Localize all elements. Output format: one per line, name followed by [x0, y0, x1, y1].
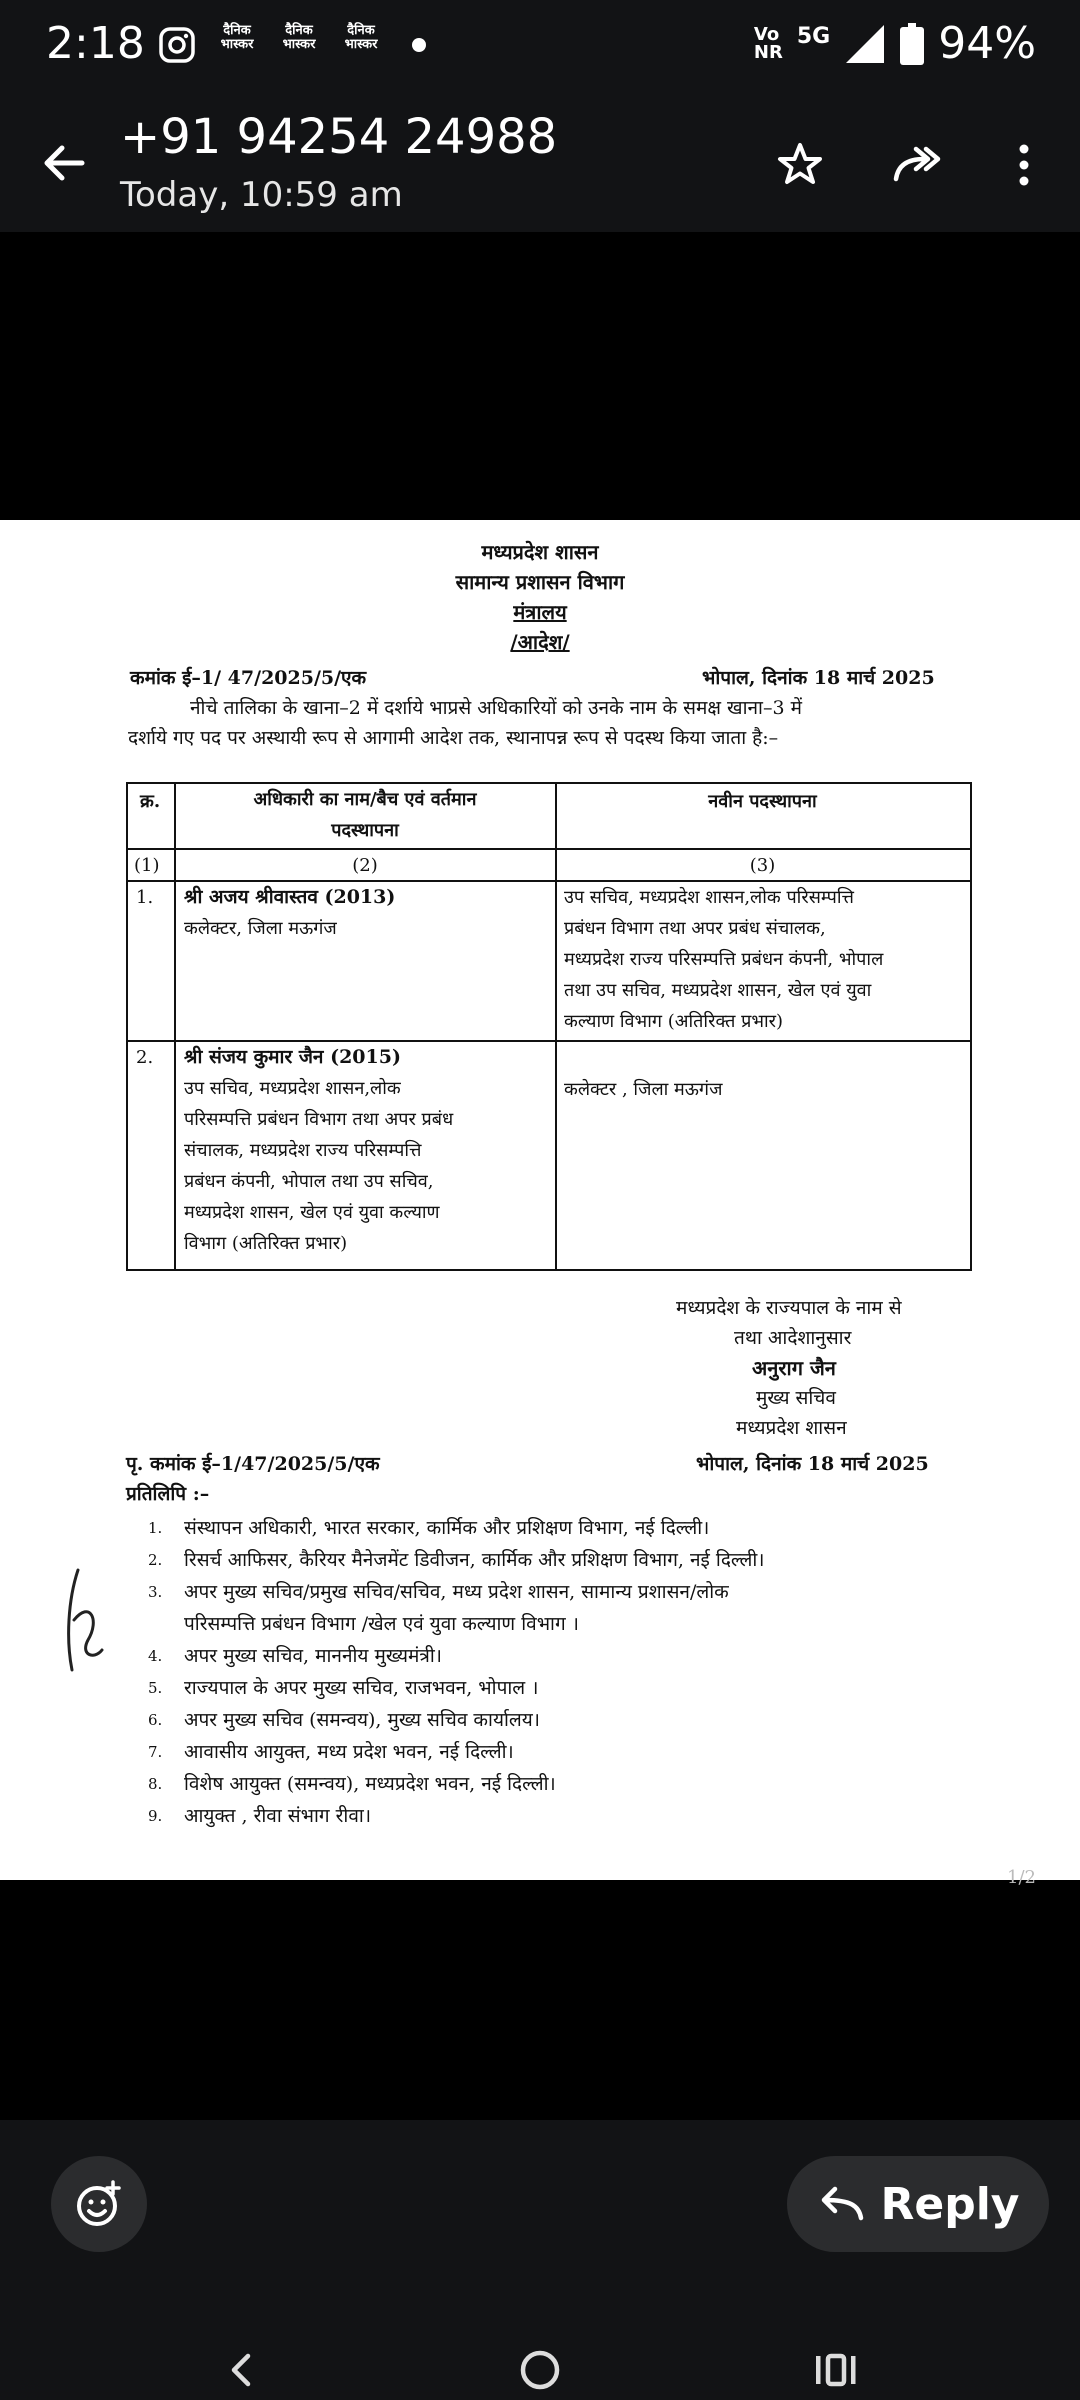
doc-header-govt: मध्यप्रदेश शासन	[481, 540, 599, 564]
col-header-serial: क्र.	[140, 791, 161, 812]
copy-recipient-number: 8.	[148, 1775, 163, 1793]
authority-line-2: तथा आदेशानुसार	[734, 1327, 852, 1349]
copy-recipient-item	[148, 1640, 968, 1672]
instagram-icon	[158, 26, 196, 64]
more-notifications-dot	[412, 38, 426, 52]
reply-icon	[817, 2184, 865, 2224]
order-para-line-1: नीचे तालिका के खाना–2 में दर्शाये भाप्रसे अधिकारियों को उनके नाम के समक्ष खाना–3 में	[190, 697, 802, 719]
message-timestamp: Today, 10:59 am	[120, 175, 403, 215]
handwritten-initials	[60, 1560, 110, 1680]
battery-icon	[900, 23, 924, 65]
star-icon[interactable]	[770, 135, 830, 195]
reply-label: Reply	[880, 2178, 1020, 2230]
copy-recipient-line: संस्थापन अधिकारी, भारत सरकार, कार्मिक और प्रशिक्षण विभाग, नई दिल्ली।	[184, 1517, 710, 1539]
copy-recipient-number: 3.	[148, 1583, 163, 1601]
row2-officer: श्री संजय कुमार जैन (2015) उप सचिव, मध्यप्रदेश शासन,लोक परिसम्पत्ति प्रबंधन विभाग तथा अपर प्रबंध संचालक, मध्यप्रदेश राज्य परिसम्पत्ति प्रबंधन कंपनी, भोपाल तथा उप सचिव, मध्यप्रदेश शासन, खेल एवं युवा कल्याण विभाग (अतिरिक्त प्रभार)	[184, 1046, 454, 1254]
row2-new-posting: कलेक्टर , जिला मऊगंज	[564, 1079, 723, 1100]
col-header-new-posting: नवीन पदस्थापना	[708, 791, 817, 812]
message-header	[0, 95, 1080, 232]
signal-icon	[844, 23, 886, 65]
copy-recipient-item	[148, 1800, 968, 1832]
system-status	[754, 18, 1036, 69]
col-header-officer: अधिकारी का नाम/बैच एवं वर्तमान पदस्थापना	[253, 789, 477, 841]
copy-recipient-number: 1.	[148, 1519, 163, 1537]
copy-recipient-item	[148, 1768, 968, 1800]
copy-recipient-text	[184, 1736, 514, 1768]
copy-recipient-text	[184, 1544, 764, 1576]
copy-recipient-item	[148, 1512, 968, 1544]
copy-recipient-line: परिसम्पत्ति प्रबंधन विभाग /खेल एवं युवा कल्याण विभाग ।	[184, 1613, 579, 1635]
copy-recipient-number: 4.	[148, 1647, 163, 1665]
contact-number: +91 94254 24988	[120, 109, 558, 165]
posting-table	[126, 782, 972, 1271]
copy-recipient-line: अपर मुख्य सचिव (समन्वय), मुख्य सचिव कार्यालय।	[184, 1709, 540, 1731]
copy-recipient-line: विशेष आयुक्त (समन्वय), मध्यप्रदेश भवन, नई दिल्ली।	[184, 1773, 556, 1795]
endorsement-number: पृ. कमांक ई–1/47/2025/5/एक	[126, 1453, 380, 1475]
back-arrow-icon[interactable]	[34, 133, 94, 193]
notification-icons	[158, 24, 426, 66]
copy-recipient-line: राज्यपाल के अपर मुख्य सचिव, राजभवन, भोपाल ।	[184, 1677, 539, 1699]
copy-recipient-number: 6.	[148, 1711, 163, 1729]
more-options-icon[interactable]	[1000, 135, 1060, 195]
copy-recipient-line: आयुक्त , रीवा संभाग रीवा।	[184, 1805, 372, 1827]
authority-line-1: मध्यप्रदेश के राज्यपाल के नाम से	[676, 1297, 902, 1319]
row1-serial: 1.	[136, 887, 154, 908]
nav-recents-icon[interactable]	[806, 2340, 866, 2400]
battery-percent: 94%	[938, 18, 1036, 69]
copy-recipient-item	[148, 1736, 968, 1768]
order-document[interactable]	[0, 520, 1080, 1888]
dainik-bhaskar-icon: दैनिक भास्कर	[220, 23, 254, 52]
signatory-title-2: मध्यप्रदेश शासन	[736, 1417, 847, 1439]
nav-home-icon[interactable]	[510, 2340, 570, 2400]
copy-recipient-number: 5.	[148, 1679, 163, 1697]
order-para-line-2: दर्शाये गए पद पर अस्थायी रूप से आगामी आदेश तक, स्थानापन्न रूप से पदस्थ किया जाता है:–	[128, 727, 779, 749]
copy-recipient-item	[148, 1576, 968, 1640]
col-number-3: (3)	[749, 855, 776, 876]
col-number-2: (2)	[352, 855, 378, 876]
react-emoji-button[interactable]	[51, 2156, 147, 2252]
copy-recipient-item	[148, 1672, 968, 1704]
copy-recipient-text	[184, 1768, 556, 1800]
reply-button[interactable]	[787, 2156, 1049, 2252]
dainik-bhaskar-icon: दैनिक भास्कर	[344, 23, 378, 52]
volte-indicator: Vo NR	[753, 23, 783, 63]
copy-recipients-list	[148, 1512, 968, 1832]
doc-header-dept: सामान्य प्रशासन विभाग	[455, 570, 625, 594]
copy-recipient-text	[184, 1800, 371, 1832]
copy-recipient-text	[184, 1672, 538, 1704]
doc-header-ministry: मंत्रालय	[513, 600, 567, 624]
nav-back-icon[interactable]	[212, 2340, 272, 2400]
status-bar	[0, 0, 1080, 95]
dainik-bhaskar-icon: दैनिक भास्कर	[282, 23, 316, 52]
copy-recipient-number: 2.	[148, 1551, 163, 1569]
row1-new-posting: उप सचिव, मध्यप्रदेश शासन,लोक परिसम्पत्ति प्रबंधन विभाग तथा अपर प्रबंध संचालक, मध्यप्रदेश राज्य परिसम्पत्ति प्रबंधन कंपनी, भोपाल तथा उप सचिव, मध्यप्रदेश शासन, खेल एवं युवा कल्याण विभाग (अतिरिक्त प्रभार)	[564, 887, 884, 1032]
order-place-date: भोपाल, दिनांक 18 मार्च 2025	[702, 667, 935, 689]
copy-recipient-number: 9.	[148, 1807, 163, 1825]
signatory-title-1: मुख्य सचिव	[756, 1387, 836, 1409]
copy-recipient-text	[184, 1704, 540, 1736]
copy-recipient-line: रिसर्च आफिसर, कैरियर मैनेजमेंट डिवीजन, कार्मिक और प्रशिक्षण विभाग, नई दिल्ली।	[184, 1549, 765, 1571]
signatory-name: अनुराग जैन	[752, 1356, 836, 1380]
copy-recipient-item	[148, 1544, 968, 1576]
status-time: 2:18	[46, 18, 145, 69]
row2-serial: 2.	[136, 1047, 154, 1068]
page-indicator: 1/2	[1007, 1867, 1036, 1888]
copy-recipient-line: अपर मुख्य सचिव/प्रमुख सचिव/सचिव, मध्य प्रदेश शासन, सामान्य प्रशासन/लोक	[184, 1581, 729, 1603]
doc-header-order: /आदेश/	[510, 630, 570, 654]
network-type: 5G	[796, 24, 831, 49]
forward-icon[interactable]	[888, 135, 948, 195]
row1-officer: श्री अजय श्रीवास्तव (2013) कलेक्टर, जिला मऊगंज	[184, 886, 396, 939]
copy-recipient-number: 7.	[148, 1743, 163, 1761]
copy-recipient-item	[148, 1704, 968, 1736]
bottom-bar	[0, 2120, 1080, 2400]
copy-recipient-text	[184, 1512, 709, 1544]
endorsement-date: भोपाल, दिनांक 18 मार्च 2025	[696, 1453, 929, 1475]
col-number-1: (1)	[134, 855, 160, 876]
copy-recipient-text	[184, 1640, 442, 1672]
add-emoji-icon	[51, 2156, 147, 2252]
copy-recipient-line: आवासीय आयुक्त, मध्य प्रदेश भवन, नई दिल्ली।	[184, 1741, 514, 1763]
copy-recipient-line: अपर मुख्य सचिव, माननीय मुख्यमंत्री।	[184, 1645, 442, 1667]
copy-recipient-text	[184, 1576, 729, 1640]
order-number: कमांक ई–1/ 47/2025/5/एक	[130, 667, 367, 689]
copy-heading: प्रतिलिपि :–	[126, 1483, 210, 1505]
